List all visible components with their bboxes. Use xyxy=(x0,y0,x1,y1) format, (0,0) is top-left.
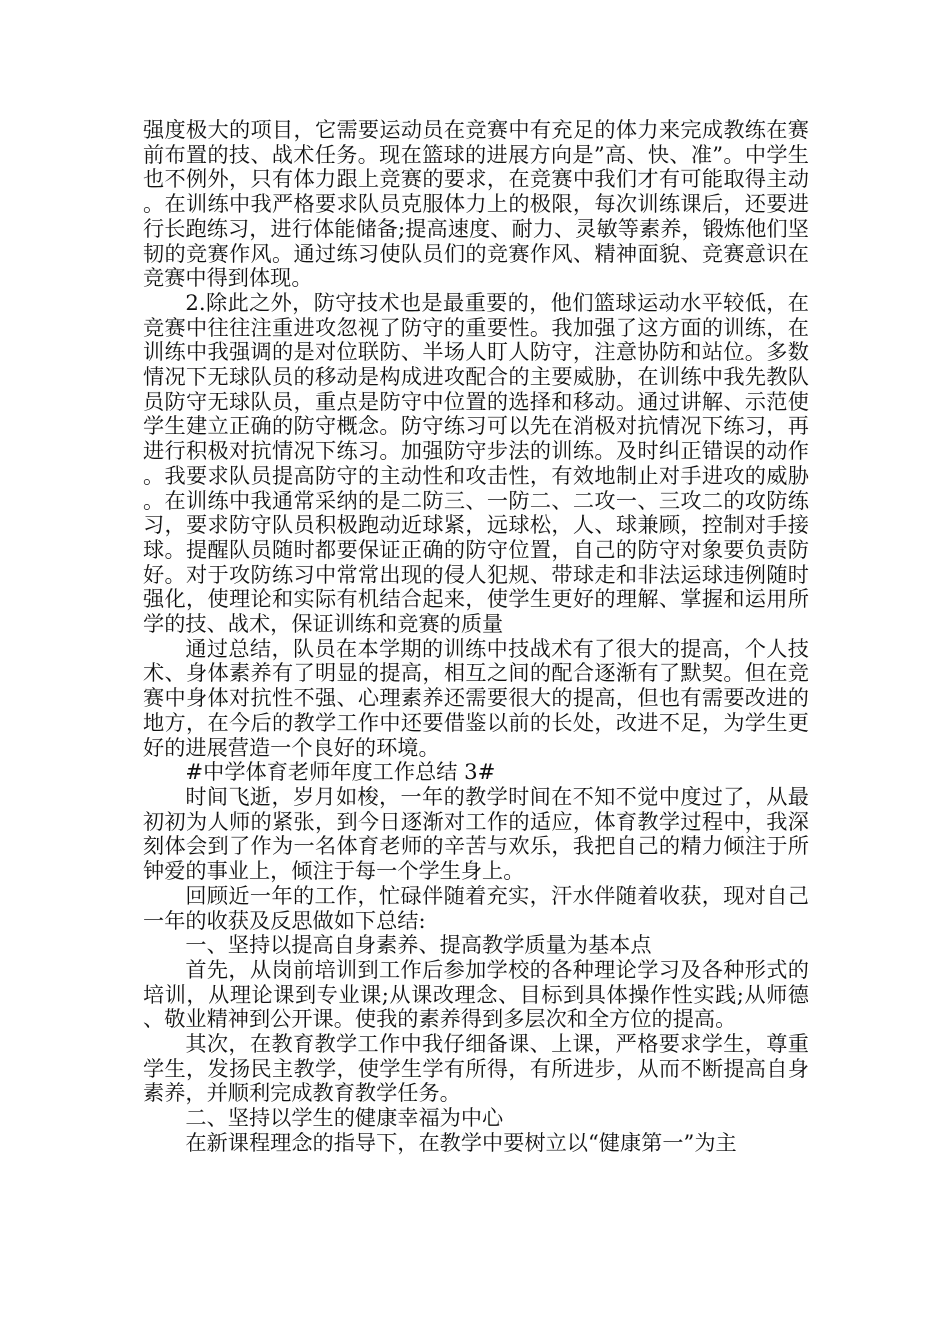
paragraph-9: 其次，在教育教学工作中我仔细备课、上课，严格要求学生，尊重学生，发扬民主教学，使学生学有所得，有所进步，从而不断提高自身素养，并顺利完成教育教学任务。 xyxy=(143,1031,809,1106)
paragraph-1: 强度极大的项目，它需要运动员在竞赛中有充足的体力来完成教练在赛前布置的技、战术任务。现在篮球的进展方向是”高、快、准”。中学生也不例外，只有体力跟上竞赛的要求，在竞赛中我们才有可能取得主动。在训练中我严格要求队员克服体力上的极限，每次训练课后，还要进行长跑练习，进行体能储备;提高速度、耐力、灵敏等素养，锻炼他们坚韧的竞赛作风。通过练习使队员们的竞赛作风、精神面貌、竞赛意识在竞赛中得到体现。 xyxy=(143,117,809,291)
subheading-2: 二、坚持以学生的健康幸福为中心 xyxy=(185,1105,504,1131)
paragraph-3: 通过总结，队员在本学期的训练中技战术有了很大的提高，个人技术、身体素养有了明显的提高，相互之间的配合逐渐有了默契。但在竞赛中身体对抗性不强、心理素养还需要很大的提高，但也有需要改进的地方，在今后的教学工作中还要借鉴以前的长处，改进不足，为学生更好的进展营造一个良好的环境。 xyxy=(143,635,809,760)
document-page xyxy=(143,118,809,1156)
paragraph-2: 2.除此之外，防守技术也是最重要的，他们篮球运动水平较低，在竞赛中往往注重进攻忽视了防守的重要性。我加强了这方面的训练，在训练中我强调的是对位联防、半场人盯人防守，注意协防和站位。多数情况下无球队员的移动是构成进攻配合的主要威胁，在训练中我先教队员防守无球队员，重点是防守中位置的选择和移动。通过讲解、示范使学生建立正确的防守概念。防守练习可以先在消极对抗情况下练习，再进行积极对抗情况下练习。加强防守步法的训练。及时纠正错误的动作。我要求队员提高防守的主动性和攻击性，有效地制止对手进攻的威胁。在训练中我通常采纳的是二防三、一防二、二攻一、三攻二的攻防练习，要求防守队员积极跑动近球紧，远球松，人、球兼顾，控制对手接球。提醒队员随时都要保证正确的防守位置，自己的防守对象要负责防好。对于攻防练习中常常出现的侵人犯规、带球走和非法运球违例随时强化，使理论和实际有机结合起来，使学生更好的理解、掌握和运用所学的技、战术，保证训练和竞赛的质量 xyxy=(143,289,809,637)
paragraph-6: 回顾近一年的工作，忙碌伴随着充实，汗水伴随着收获，现对自己一年的收获及反思做如下总结: xyxy=(143,882,809,933)
section-heading-3: #中学体育老师年度工作总结 3# xyxy=(185,759,496,785)
paragraph-8: 首先，从岗前培训到工作后参加学校的各种理论学习及各种形式的培训，从理论课到专业课;从课改理念、目标到具体操作性实践;从师德、敬业精神到公开课。使我的素养得到多层次和全方位的提高。 xyxy=(143,956,809,1032)
subheading-1: 一、坚持以提高自身素养、提高教学质量为基本点 xyxy=(185,932,652,958)
paragraph-11: 在新课程理念的指导下，在教学中要树立以“健康第一”为主 xyxy=(185,1129,737,1155)
paragraph-5: 时间飞逝，岁月如梭，一年的教学时间在不知不觉中度过了，从最初初为人师的紧张，到今日逐渐对工作的适应，体育教学过程中，我深刻体会到了作为一名体育老师的辛苦与欢乐，我把自己的精力倾注于所钟爱的事业上，倾注于每一个学生身上。 xyxy=(143,783,809,884)
